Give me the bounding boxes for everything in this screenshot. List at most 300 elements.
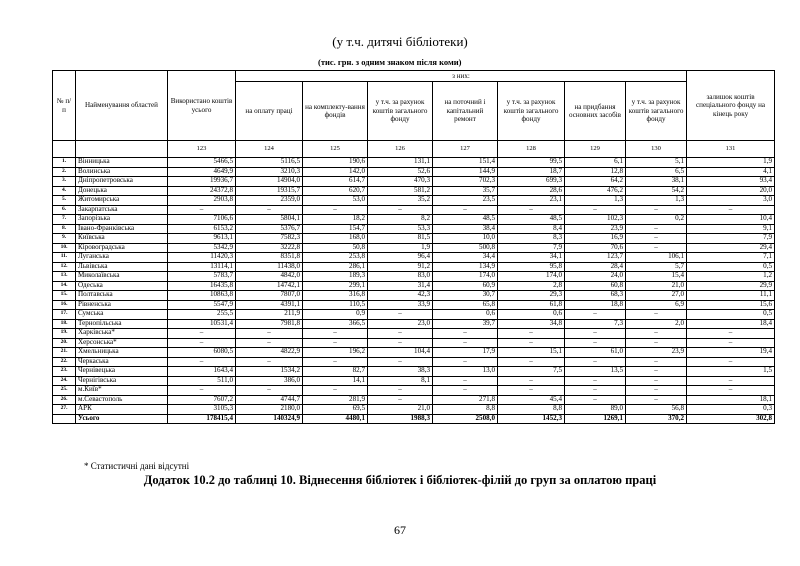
value-cell: 91,2 [368,262,433,272]
value-cell: 8,8 [433,405,498,415]
region-name: Донецька [76,186,168,196]
value-cell: – [236,357,303,367]
row-number: 18. [53,319,76,329]
value-cell: 3210,3 [236,167,303,177]
value-cell: – [168,205,236,215]
value-cell: 16,9 [565,234,626,244]
region-name: Миколаївська [76,272,168,282]
value-cell: – [168,338,236,348]
table-row [53,319,775,329]
value-cell: 34,4 [433,253,498,263]
value-cell: 11,1 [687,291,775,301]
value-cell: – [626,338,687,348]
value-cell: 123,7 [565,253,626,263]
value-cell: 4391,1 [236,300,303,310]
value-cell: – [368,386,433,396]
value-cell: 18,2 [303,215,368,225]
value-cell: 0,5 [687,262,775,272]
value-cell: 39,7 [433,319,498,329]
value-cell: 8,3 [498,234,565,244]
value-cell: 5783,7 [168,272,236,282]
value-cell: 29,3 [498,291,565,301]
value-cell: 702,3 [433,177,498,187]
value-cell: 190,6 [303,158,368,168]
value-cell: 38,3 [368,367,433,377]
value-cell: 21,0 [626,281,687,291]
value-cell: 6,9 [626,300,687,310]
value-cell: 3,0 [687,196,775,206]
value-cell: 7,1 [687,253,775,263]
value-cell: 3105,3 [168,405,236,415]
value-cell: 12,8 [565,167,626,177]
value-cell: 16435,8 [168,281,236,291]
value-cell: 28,4 [565,262,626,272]
value-cell: 134,9 [433,262,498,272]
table-row [53,158,775,168]
table-row [53,186,775,196]
value-cell: 168,0 [303,234,368,244]
value-cell: 10531,4 [168,319,236,329]
region-name: Сумська [76,310,168,320]
appendix-caption: Додаток 10.2 до таблиці 10. Віднесення бібліотек і бібліотек-філій до груп за оплатою праці [143,473,657,487]
value-cell: 7607,2 [168,395,236,405]
value-cell: – [626,367,687,377]
value-cell: 20,0 [687,186,775,196]
value-cell: – [498,357,565,367]
value-cell: – [368,395,433,405]
table-row [53,329,775,339]
value-cell: – [626,376,687,386]
table-row [53,167,775,177]
value-cell: 1,9 [368,243,433,253]
code-cell: 126 [368,141,433,158]
value-cell: 54,2 [626,186,687,196]
value-cell: 38,1 [626,177,687,187]
row-number: 7. [53,215,76,225]
value-cell: 19936,7 [168,177,236,187]
value-cell: 5376,7 [236,224,303,234]
value-cell: 4842,0 [236,272,303,282]
value-cell: – [565,205,626,215]
value-cell: 23,5 [433,196,498,206]
value-cell: 60,8 [565,281,626,291]
table-row [53,234,775,244]
value-cell: 144,9 [433,167,498,177]
row-number: 14. [53,281,76,291]
value-cell: – [687,357,775,367]
value-cell: 253,8 [303,253,368,263]
total-value-cell: 302,8 [687,414,775,424]
value-cell: 4649,9 [168,167,236,177]
value-cell: 35,2 [368,196,433,206]
value-cell: – [498,386,565,396]
row-number: 24. [53,376,76,386]
header-wages: на оплату праці [236,82,303,141]
value-cell: 286,1 [303,262,368,272]
row-number: 12. [53,262,76,272]
row-number: 8. [53,224,76,234]
value-cell: 34,1 [498,253,565,263]
value-cell: 48,5 [498,215,565,225]
value-cell: 38,4 [433,224,498,234]
value-cell: 142,0 [303,167,368,177]
value-cell: 53,0 [303,196,368,206]
value-cell: – [565,376,626,386]
value-cell: 0,2 [626,215,687,225]
header-balance: залишок коштів спеціального фонду на кінець року [687,71,775,141]
value-cell: 7106,6 [168,215,236,225]
value-cell: 27,0 [626,291,687,301]
table-row [53,395,775,405]
value-cell: – [565,357,626,367]
value-cell: 82,7 [303,367,368,377]
code-cell [76,141,168,158]
row-number: 2. [53,167,76,177]
value-cell: 104,4 [368,348,433,358]
value-cell: 19315,7 [236,186,303,196]
value-cell: 10863,8 [168,291,236,301]
value-cell: – [565,338,626,348]
value-cell: 10,4 [687,215,775,225]
value-cell: 7582,3 [236,234,303,244]
value-cell: 614,7 [303,177,368,187]
value-cell: – [303,386,368,396]
value-cell: 5804,1 [236,215,303,225]
total-value-cell: 1452,3 [498,414,565,424]
region-name: Полтавська [76,291,168,301]
code-cell: 124 [236,141,303,158]
value-cell: 13,0 [433,367,498,377]
value-cell: 316,8 [303,291,368,301]
table-row [53,272,775,282]
value-cell: 83,0 [368,272,433,282]
row-number: 3. [53,177,76,187]
value-cell: 1643,4 [168,367,236,377]
value-cell: – [626,386,687,396]
value-cell: 8,4 [498,224,565,234]
value-cell: 7,3 [565,319,626,329]
value-cell: – [368,357,433,367]
value-cell: 23,9 [626,348,687,358]
header-of-them: з них: [236,71,687,82]
value-cell: 33,9 [368,300,433,310]
region-name: Львівська [76,262,168,272]
value-cell: 3222,8 [236,243,303,253]
value-cell: 99,5 [498,158,565,168]
value-cell: 189,3 [303,272,368,282]
value-cell: 7,5 [498,367,565,377]
value-cell: 15,4 [626,272,687,282]
value-cell: 5,7 [626,262,687,272]
value-cell: 1534,2 [236,367,303,377]
value-cell: – [626,243,687,253]
value-cell: 60,9 [433,281,498,291]
total-value-cell: 2508,0 [433,414,498,424]
code-cell: 130 [626,141,687,158]
row-number: 22. [53,357,76,367]
value-cell: – [626,395,687,405]
value-cell: 35,7 [433,186,498,196]
value-cell: 15,1 [498,348,565,358]
table-row [53,357,775,367]
value-cell: 151,4 [433,158,498,168]
code-cell: 131 [687,141,775,158]
row-number: 26. [53,395,76,405]
value-cell: 29,4 [687,243,775,253]
region-name: Волинська [76,167,168,177]
value-cell: 2180,0 [236,405,303,415]
value-cell: – [433,205,498,215]
row-number: 4. [53,186,76,196]
value-cell: 14,1 [303,376,368,386]
value-cell: 11438,0 [236,262,303,272]
region-name: м.Київ* [76,386,168,396]
region-name: Хмельницька [76,348,168,358]
region-name: Луганська [76,253,168,263]
value-cell: 8,1 [368,376,433,386]
value-cell: – [236,329,303,339]
value-cell: 70,6 [565,243,626,253]
value-cell: 7981,8 [236,319,303,329]
value-cell: 11420,3 [168,253,236,263]
value-cell: – [433,329,498,339]
value-cell: 0,6 [498,310,565,320]
value-cell: 50,8 [303,243,368,253]
value-cell: 366,5 [303,319,368,329]
region-name: Івано-Франківська [76,224,168,234]
row-number: 21. [53,348,76,358]
value-cell: – [368,310,433,320]
row-number: 13. [53,272,76,282]
value-cell: 29,9 [687,281,775,291]
row-number: 5. [53,196,76,206]
value-cell: 2359,0 [236,196,303,206]
code-cell: 125 [303,141,368,158]
row-number: 27. [53,405,76,415]
value-cell: – [498,205,565,215]
region-name: АРК [76,405,168,415]
value-cell: 511,0 [168,376,236,386]
value-cell: – [565,395,626,405]
expenditure-table [52,70,775,424]
table-row [53,376,775,386]
region-name: Закарпатська [76,205,168,215]
header-region: Найменування областей [76,71,168,141]
region-name: Рівненська [76,300,168,310]
table-title: (у т.ч. дитячі бібліотеки) [332,34,468,49]
code-cell [53,141,76,158]
value-cell: 93,4 [687,177,775,187]
table-row [53,243,775,253]
value-cell: – [626,357,687,367]
value-cell: 34,8 [498,319,565,329]
value-cell: 42,3 [368,291,433,301]
value-cell: – [168,329,236,339]
value-cell: 15,6 [687,300,775,310]
value-cell: – [687,205,775,215]
value-cell: 28,6 [498,186,565,196]
value-cell: – [168,386,236,396]
value-cell: – [303,329,368,339]
row-number: 1. [53,158,76,168]
value-cell: – [626,310,687,320]
table-row [53,215,775,225]
units-note: (тис. грн. з одним знаком після коми) [318,57,462,67]
row-number: 10. [53,243,76,253]
value-cell: 9,1 [687,224,775,234]
value-cell: – [687,329,775,339]
row-number: 23. [53,367,76,377]
table-row [53,177,775,187]
region-name: Черкаська [76,357,168,367]
table-row [53,386,775,396]
value-cell: – [236,338,303,348]
value-cell: 69,5 [303,405,368,415]
value-cell: – [687,376,775,386]
value-cell: 45,4 [498,395,565,405]
value-cell: 6,5 [626,167,687,177]
value-cell: 18,1 [687,395,775,405]
value-cell: 255,5 [168,310,236,320]
footnote: * Статистичні дані відсутні [84,461,190,471]
table-row [53,196,775,206]
value-cell: 6,1 [565,158,626,168]
value-cell: 18,7 [498,167,565,177]
value-cell: 5,1 [626,158,687,168]
value-cell: 18,8 [565,300,626,310]
total-value-cell: 178415,4 [168,414,236,424]
page-number: 67 [394,523,406,537]
value-cell: 53,3 [368,224,433,234]
value-cell: 81,5 [368,234,433,244]
value-cell: 7,9 [687,234,775,244]
region-name: Херсонська* [76,338,168,348]
value-cell: 65,8 [433,300,498,310]
total-value-cell: 370,2 [626,414,687,424]
value-cell: 1,3 [565,196,626,206]
value-cell: 4744,7 [236,395,303,405]
total-value-cell: 140324,9 [236,414,303,424]
value-cell: – [687,338,775,348]
value-cell: 699,3 [498,177,565,187]
value-cell: 21,0 [368,405,433,415]
value-cell: 2903,8 [168,196,236,206]
header-rep-special: у т.ч. за рахунок коштів загального фонду [498,82,565,141]
code-cell: 127 [433,141,498,158]
value-cell: 106,1 [626,253,687,263]
total-label: Усього [76,414,168,424]
table-row [53,205,775,215]
value-cell: 5116,5 [236,158,303,168]
value-cell: 24372,8 [168,186,236,196]
header-total: Використано коштів усього [168,71,236,141]
value-cell: 500,8 [433,243,498,253]
value-cell: 2,0 [626,319,687,329]
value-cell: 620,7 [303,186,368,196]
value-cell: 470,3 [368,177,433,187]
value-cell: 61,0 [565,348,626,358]
value-cell: 8,2 [368,215,433,225]
value-cell: – [565,386,626,396]
region-name: Харківська* [76,329,168,339]
total-num-cell [53,414,76,424]
region-name: Чернівецька [76,367,168,377]
region-name: Дніпропетровська [76,177,168,187]
value-cell: 17,9 [433,348,498,358]
value-cell: 30,7 [433,291,498,301]
table-row [53,281,775,291]
value-cell: 10,0 [433,234,498,244]
header-fa-general: у т.ч. за рахунок коштів загального фонду [626,82,687,141]
value-cell: 0,6 [433,310,498,320]
value-cell: – [168,357,236,367]
value-cell: 4,1 [687,167,775,177]
code-cell: 123 [168,141,236,158]
total-value-cell: 1269,1 [565,414,626,424]
value-cell: – [626,224,687,234]
value-cell: 18,4 [687,319,775,329]
value-cell: 102,3 [565,215,626,225]
value-cell: 52,6 [368,167,433,177]
value-cell: 154,7 [303,224,368,234]
value-cell: 5342,9 [168,243,236,253]
value-cell: 8,8 [498,405,565,415]
value-cell: 174,0 [498,272,565,282]
row-number: 17. [53,310,76,320]
total-value-cell: 4480,1 [303,414,368,424]
value-cell: 8351,8 [236,253,303,263]
value-cell: 7807,0 [236,291,303,301]
value-cell: 196,2 [303,348,368,358]
value-cell: – [626,234,687,244]
table-row [53,310,775,320]
value-cell: 23,0 [368,319,433,329]
table-row [53,367,775,377]
value-cell: 14742,1 [236,281,303,291]
region-name: Одеська [76,281,168,291]
row-number: 19. [53,329,76,339]
value-cell: – [565,310,626,320]
value-cell: 386,0 [236,376,303,386]
value-cell: – [498,329,565,339]
value-cell: 13,5 [565,367,626,377]
total-value-cell: 1988,3 [368,414,433,424]
value-cell: 31,4 [368,281,433,291]
value-cell: 1,3 [626,196,687,206]
value-cell: 96,4 [368,253,433,263]
row-number: 25. [53,386,76,396]
value-cell: – [368,338,433,348]
row-number: 6. [53,205,76,215]
value-cell: 56,8 [626,405,687,415]
value-cell: 48,5 [433,215,498,225]
table-row [53,300,775,310]
value-cell: 299,1 [303,281,368,291]
value-cell: – [368,329,433,339]
table-row [53,338,775,348]
value-cell: 23,9 [565,224,626,234]
value-cell: 68,3 [565,291,626,301]
value-cell: – [565,329,626,339]
value-cell: 19,4 [687,348,775,358]
region-name: Житомирська [76,196,168,206]
value-cell: 6153,2 [168,224,236,234]
value-cell: – [368,205,433,215]
value-cell: 131,1 [368,158,433,168]
value-cell: 95,8 [498,262,565,272]
region-name: м.Севастополь [76,395,168,405]
value-cell: – [626,205,687,215]
